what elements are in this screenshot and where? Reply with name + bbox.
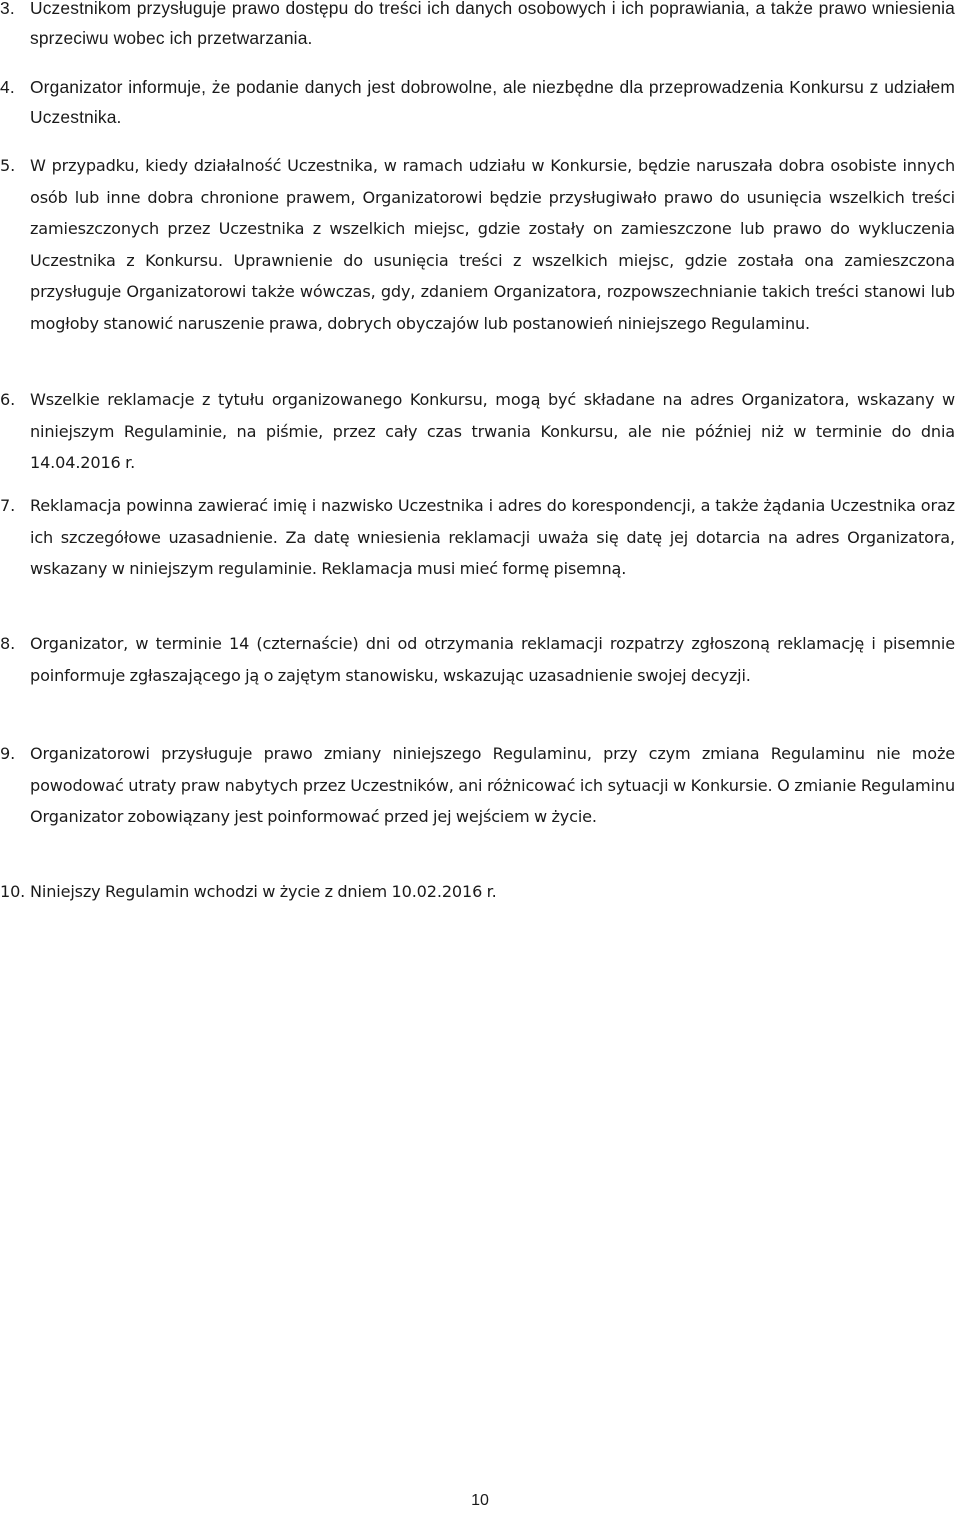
paragraph-number: 7. <box>0 496 16 515</box>
paragraph-3 <box>0 0 955 53</box>
paragraph-text: Reklamacja powinna zawierać imię i nazwisko Uczestnika i adres do korespondencji, a także żądania Uczestnika oraz ich szczegółowe uzasadnienie. Za datę wniesienia reklamacji uważa się datę jej dotarcia na adres Organizatora, wskazany w niniejszym regulaminie. Reklamacja musi mieć formę pisemną. <box>30 496 955 579</box>
paragraph-4 <box>0 72 955 132</box>
paragraph-number: 9. <box>0 744 16 763</box>
page-number: 10 <box>471 1492 489 1509</box>
paragraph-number: 5. <box>0 156 16 175</box>
paragraph-number: 6. <box>0 390 16 409</box>
paragraph-text: Organizatorowi przysługuje prawo zmiany niniejszego Regulaminu, przy czym zmiana Regulaminu nie może powodować utraty praw nabytych przez Uczestników, ani różnicować ich sytuacji w Konkursie. O zmianie Regulaminu Organizator zobowiązany jest poinformować przed jej wejściem w życie. <box>30 744 955 827</box>
paragraph-text: W przypadku, kiedy działalność Uczestnika, w ramach udziału w Konkursie, będzie naruszała dobra osobiste innych osób lub inne dobra chronione prawem, Organizatorowi będzie przysługiwało prawo do usunięcia wszelkich treści zamieszczonych przez Uczestnika z wszelkich miejsc, gdzie zostały on zamieszczone lub prawo do wykluczenia Uczestnika z Konkursu. Uprawnienie do usunięcia treści z wszelkich miejsc, gdzie została ona zamieszczona przysługuje Organizatorowi także wówczas, gdy, zdaniem Organizatora, rozpowszechnianie takich treści stanowi lub mogłoby stanowić naruszenie prawa, dobrych obyczajów lub postanowień niniejszego Regulaminu. <box>30 156 955 333</box>
paragraph-text: Organizator informuje, że podanie danych jest dobrowolne, ale niezbędne dla przeprowadzenia Konkursu z udziałem Uczestnika. <box>30 77 955 127</box>
paragraph-9 <box>0 738 955 833</box>
paragraph-10 <box>0 876 955 908</box>
paragraph-number: 3. <box>0 0 15 18</box>
paragraph-8 <box>0 628 955 691</box>
paragraph-7 <box>0 490 955 585</box>
paragraph-5 <box>0 150 955 340</box>
paragraph-text: Wszelkie reklamacje z tytułu organizowanego Konkursu, mogą być składane na adres Organizatora, wskazany w niniejszym Regulaminie, na piśmie, przez cały czas trwania Konkursu, ale nie później niż w terminie do dnia 14.04.2016 r. <box>30 390 955 473</box>
paragraph-number: 10. <box>0 882 26 901</box>
paragraph-text: Uczestnikom przysługuje prawo dostępu do treści ich danych osobowych i ich poprawiania, a także prawo wniesienia sprzeciwu wobec ich przetwarzania. <box>30 0 955 48</box>
paragraph-number: 4. <box>0 77 15 97</box>
paragraph-text: Organizator, w terminie 14 (czternaście) dni od otrzymania reklamacji rozpatrzy zgłoszoną reklamację i pisemnie poinformuje zgłaszającego ją o zajętym stanowisku, wskazując uzasadnienie swojej decyzji. <box>30 634 955 685</box>
paragraph-number: 8. <box>0 634 16 653</box>
paragraph-text: Niniejszy Regulamin wchodzi w życie z dniem 10.02.2016 r. <box>30 882 497 901</box>
paragraph-6 <box>0 384 955 479</box>
